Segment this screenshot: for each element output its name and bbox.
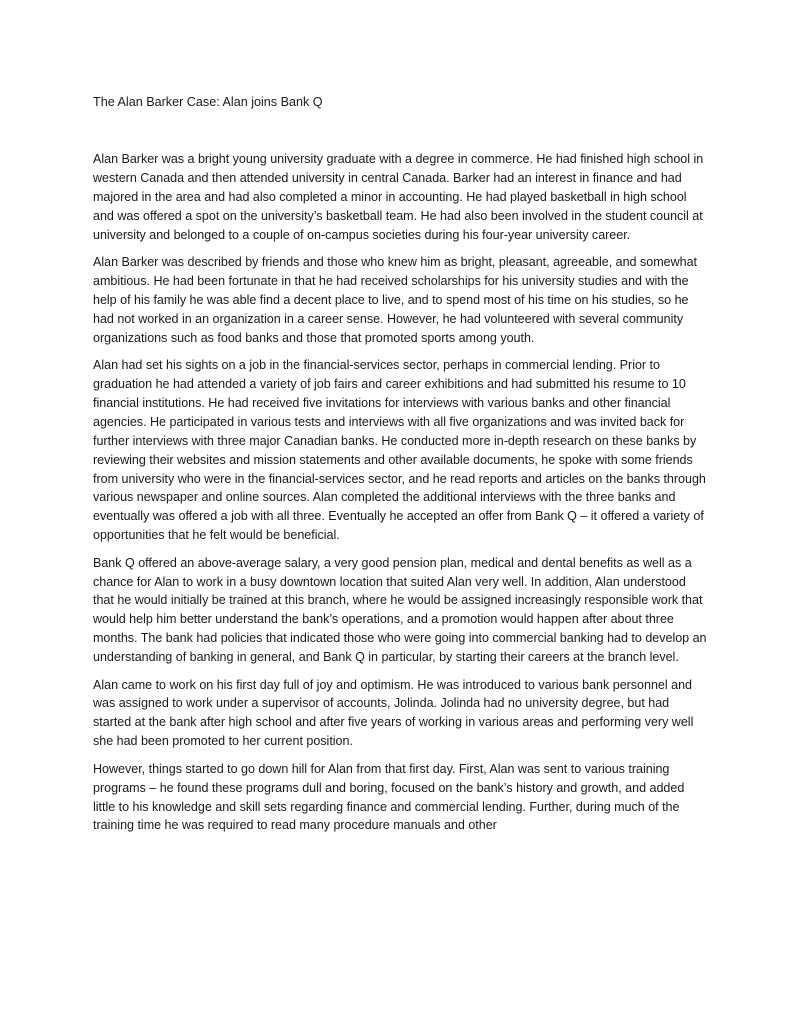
document-body — [93, 150, 708, 844]
document-title: The Alan Barker Case: Alan joins Bank Q — [93, 95, 323, 109]
paragraph-bank-offer: Bank Q offered an above-average salary, a very good pension plan, medical and dental benefits as well as a chance for Alan to work in a busy downtown location that suited Alan very well. In addition, Alan understood that he would initially be trained at this branch, where he would be assigned increasingly responsible work that would help him better understand the bank’s operations, and a promotion would happen after about three months. The bank had policies that indicated those who were going into commercial banking had to develop an understanding of banking in general, and Bank Q in particular, by starting their careers at the branch level. — [93, 555, 707, 665]
paragraph-background: Alan Barker was a bright young university graduate with a degree in commerce. He had finished high school in western Canada and then attended university in central Canada. Barker had an interest in finance and had majored in the area and had also completed a minor in accounting. He had played basketball in high school and was offered a spot on the university’s basketball team. He had also been involved in the student council at university and belonged to a couple of on-campus societies during his four-year university career. — [93, 152, 704, 242]
paragraph-first-day: Alan came to work on his first day full of joy and optimism. He was introduced to various bank personnel and was assigned to work under a supervisor of accounts, Jolinda. Jolinda had no university degree, but had started at the bank after high school and after five years of working in various areas and performing very well she had been promoted to her current position. — [93, 677, 694, 749]
paragraph-character: Alan Barker was described by friends and those who knew him as bright, pleasant, agreeable, and somewhat ambitious. He had been fortunate in that he had received scholarships for his university studies and with the help of his family he was able find a decent place to live, and to spend most of his time on his studies, so he had not worked in an organization in a career sense. However, he had volunteered with several community organizations such as food banks and those that promoted sports among youth. — [93, 255, 698, 345]
paragraph-downhill: However, things started to go down hill for Alan from that first day. First, Alan was sent to various training programs – he found these programs dull and boring, focused on the bank’s history and growth, and added little to his knowledge and skill sets regarding finance and commercial lending. Further, during much of the training time he was required to read many procedure manuals and other — [93, 761, 685, 833]
paragraph-job-search: Alan had set his sights on a job in the financial-services sector, perhaps in commercial lending. Prior to graduation he had attended a variety of job fairs and career exhibitions and had submitted his resume to 10 financial institutions. He had received five invitations for interviews with various banks and other financial agencies. He participated in various tests and interviews with all five organizations and was invited back for further interviews with three major Canadian banks. He conducted more in-depth research on these banks by reviewing their websites and mission statements and other available documents, he spoke with some friends from university who were in the financial-services sector, and he read reports and articles on the banks through various newspaper and online sources. Alan completed the additional interviews with the three banks and eventually was offered a job with all three. Eventually he accepted an offer from Bank Q – it offered a variety of opportunities that he felt would be beneficial. — [93, 358, 706, 543]
